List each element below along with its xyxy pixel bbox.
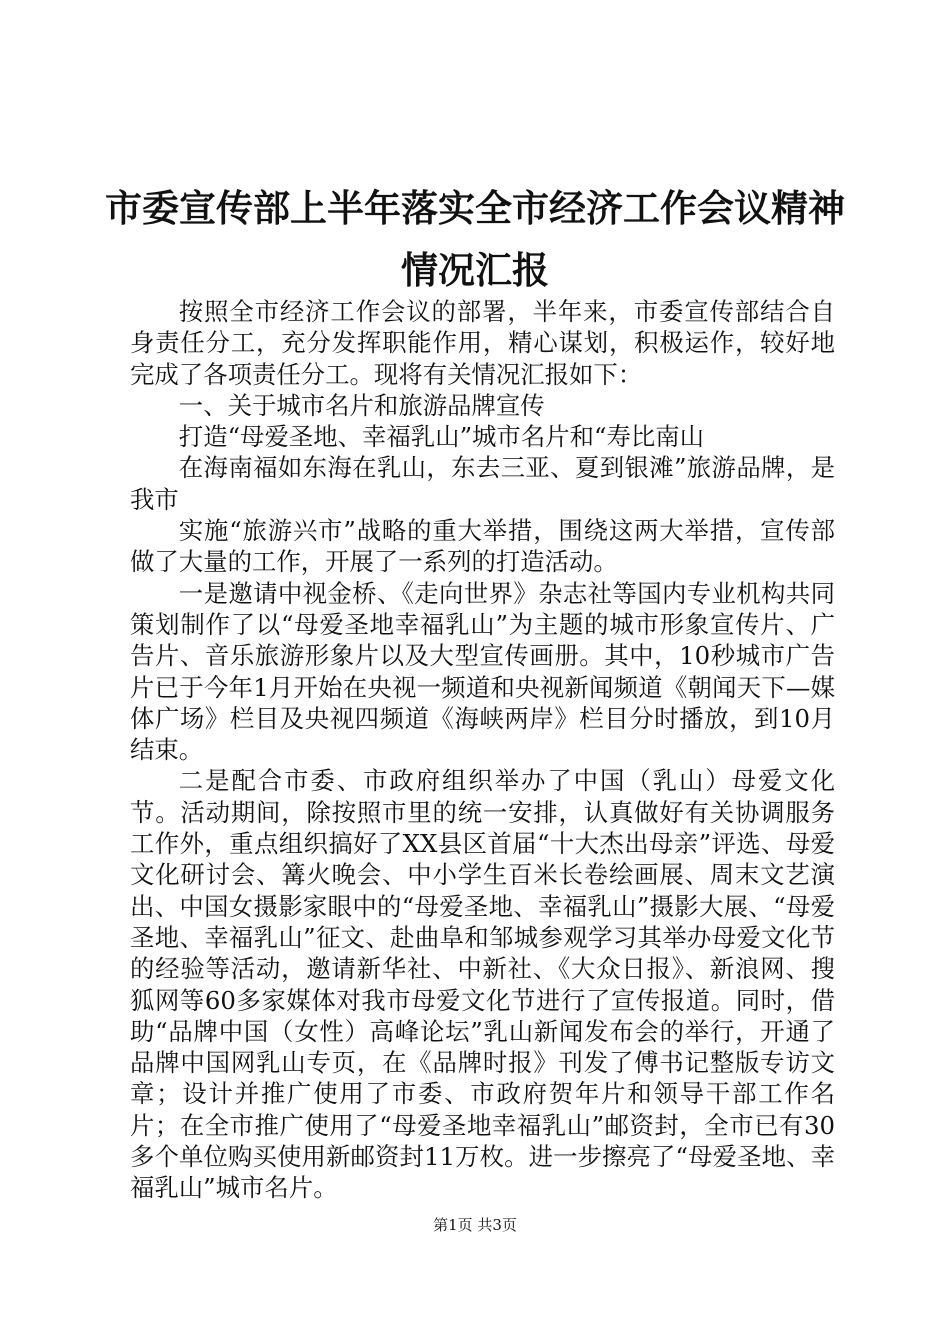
paragraph: 打造“母爱圣地、幸福乳山”城市名片和“寿比南山 [178, 422, 705, 452]
document-body [130, 296, 835, 1204]
paragraph: 一是邀请中视金桥、《走向世界》杂志社等国内专业机构共同策划制作了以“母爱圣地幸福乳山”为主题的城市形象宣传片、广告片、音乐旅游形象片以及大型宣传画册。其中，10秒城市广告片已于今年1月开始在央视一频道和央视新闻频道《朝闻天下—媒体广场》栏目及央视四频道《海峡两岸》栏目分时播放，到10月结束。 [130, 578, 835, 765]
paragraph: 在海南福如东海在乳山，东去三亚、夏到银滩”旅游品牌，是我市 [130, 453, 835, 514]
paragraph: 二是配合市委、市政府组织举办了中国（乳山）母爱文化节。活动期间，除按照市里的统一安排，认真做好有关协调服务工作外，重点组织搞好了XX县区首届“十大杰出母亲”评选、母爱文化研讨会、篝火晚会、中小学生百米长卷绘画展、周末文艺演出、中国女摄影家眼中的“母爱圣地、幸福乳山”摄影大展、“母爱圣地、幸福乳山”征文、赴曲阜和邹城参观学习其举办母爱文化节的经验等活动，邀请新华社、中新社、《大众日报》、新浪网、搜狐网等60多家媒体对我市母爱文化节进行了宣传报道。同时，借助“品牌中国（女性）高峰论坛”乳山新闻发布会的举行，开通了品牌中国网乳山专页，在《品牌时报》刊发了傅书记整版专访文章；设计并推广使用了市委、市政府贺年片和领导干部工作名片；在全市推广使用了“母爱圣地幸福乳山”邮资封，全市已有30多个单位购买使用新邮资封11万枚。进一步擦亮了“母爱圣地、幸福乳山”城市名片。 [130, 766, 835, 1203]
paragraph: 实施“旅游兴市”战略的重大举措，围绕这两大举措，宣传部做了大量的工作，开展了一系列的打造活动。 [130, 516, 835, 577]
document-title-line1: 市委宣传部上半年落实全市经济工作会议精神 [105, 187, 845, 230]
paragraph-intro: 按照全市经济工作会议的部署，半年来，市委宣传部结合自身责任分工，充分发挥职能作用，精心谋划，积极运作，较好地完成了各项责任分工。现将有关情况汇报如下： [130, 297, 835, 389]
document-title-line2: 情况汇报 [401, 249, 549, 292]
page-footer: 第1页 共3页 [433, 1216, 517, 1234]
section-heading-1: 一、关于城市名片和旅游品牌宣传 [178, 390, 545, 420]
